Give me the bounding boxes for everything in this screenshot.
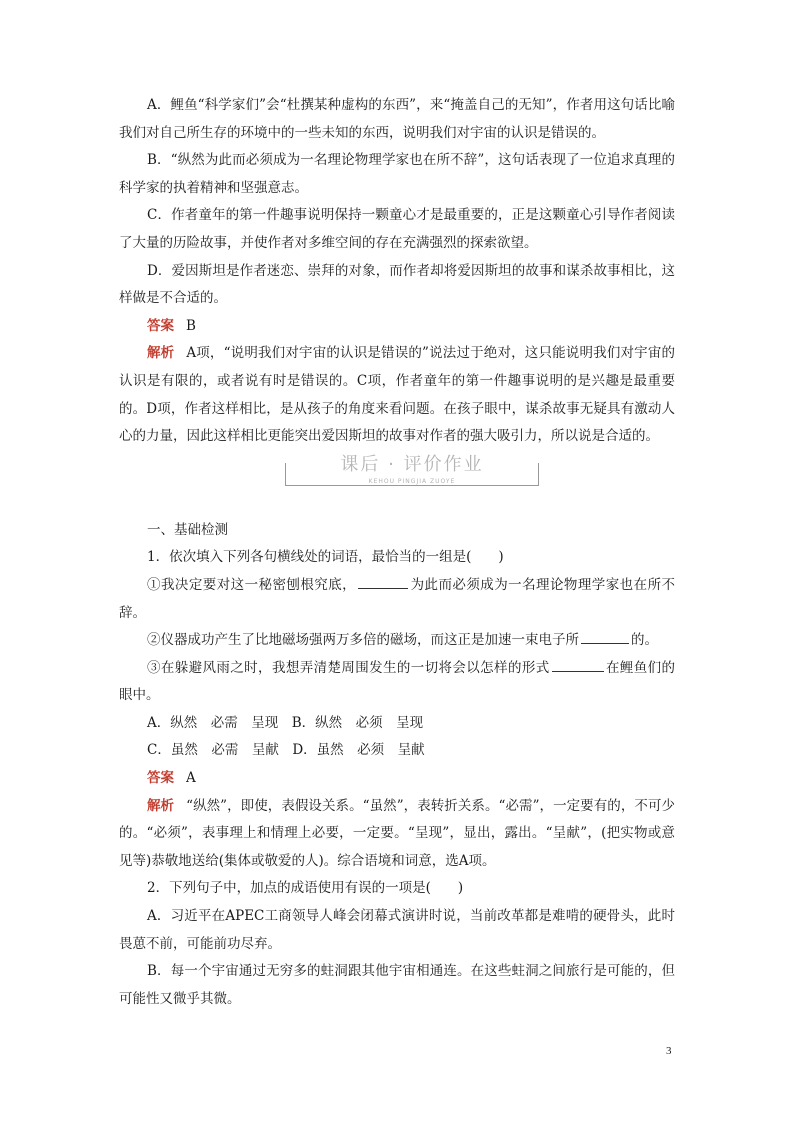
answer-label: 答案 xyxy=(147,770,174,787)
section-banner xyxy=(119,453,675,505)
banner-title: 课后 · 评价作业 xyxy=(340,453,484,475)
explanation-label: 解析 xyxy=(147,345,175,362)
question-2-stem: 2．下列句子中，加点的成语使用有误的一项是( ) xyxy=(147,880,464,897)
banner-subtitle: KEHOU PINGJIA ZUOYE xyxy=(368,477,456,485)
answer-value: A xyxy=(186,770,196,787)
answer-line-1 xyxy=(119,313,675,341)
explanation-text: A项，“说明我们对宇宙的认识是错误的”说法过于绝对，这只能说明我们对宇宙的认识是有限的，或者说有时是错误的。C项，作者童年的第一件趣事说明的是兴趣是最重要的。D项，作者这样相比，是从孩子的角度来看问题。在孩子眼中，谋杀故事无疑具有激动人心的力量，因此这样相比更能突出爱因斯坦的故事对作者的强大吸引力，所以说是合适的。 xyxy=(119,345,675,445)
page-number: 3 xyxy=(666,1045,672,1057)
document-body xyxy=(119,92,675,1013)
fill-blank-2 xyxy=(581,629,629,644)
option-d-paragraph: D．爱因斯坦是作者迷恋、崇拜的对象，而作者却将爱因斯坦的故事和谋杀故事相比，这样做是不合适的。 xyxy=(119,262,675,307)
explanation-text: “纵然”，即使，表假设关系。“虽然”，表转折关系。“必需”，一定要有的，不可少的。“必须”，表事理上和情理上必要，一定要。“呈现”，显出，露出。“呈献”，(把实物或意见等)恭敬地送给(集体或敬爱的人)。综合语境和词意，选A项。 xyxy=(119,797,675,869)
option-a-paragraph: A．鲤鱼“科学家们”会“杜撰某种虚构的东西”，来“掩盖自己的无知”，作者用这句话比喻我们对自己所生存的环境中的一些未知的东西，说明我们对宇宙的认识是错误的。 xyxy=(119,97,675,141)
option-c-paragraph: C．作者童年的第一件趣事说明保持一颗童心才是最重要的，正是这颗童心引导作者阅读了大量的历险故事，并使作者对多维空间的存在充满强烈的探索欲望。 xyxy=(119,207,675,251)
answer-value: B xyxy=(186,317,196,334)
explanation-label: 解析 xyxy=(147,797,175,814)
fill-blank-3 xyxy=(552,657,604,672)
question-2-option-a: A．习近平在APEC工商领导人峰会闭幕式演讲时说，当前改革都是难啃的硬骨头，此时畏葸不前，可能前功尽弃。 xyxy=(119,908,675,952)
answer-label: 答案 xyxy=(147,317,174,334)
answer-line-2 xyxy=(119,765,675,793)
explanation-1 xyxy=(119,340,675,450)
question-2-option-b: B．每一个宇宙通过无穷多的蛀洞跟其他宇宙相通连。在这些蛀洞之间旅行是可能的，但可能性又微乎其微。 xyxy=(119,963,675,1007)
question-1-sentence-3: ③在躲避风雨之时，我想弄清楚周围发生的一切将会以怎样的形式 在鲤鱼们的眼中。 xyxy=(119,655,675,710)
question-1-stem: 1．依次填入下列各句横线处的词语，最恰当的一组是( ) xyxy=(147,549,504,566)
option-b-paragraph: B．“纵然为此而必须成为一名理论物理学家也在所不辞”，这句话表现了一位追求真理的科学家的执着精神和坚强意志。 xyxy=(119,152,675,196)
question-1-options-ab: A．纵然 必需 呈现 B．纵然 必须 呈现 xyxy=(147,714,424,731)
explanation-2 xyxy=(119,793,675,876)
question-1-sentence-2: ②仪器成功产生了比地磁场强两万多倍的磁场，而这正是加速一束电子所 的。 xyxy=(119,627,675,655)
question-1-options-cd: C．虽然 必需 呈献 D．虽然 必须 呈献 xyxy=(147,742,425,759)
section-heading: 一、基础检测 xyxy=(147,521,228,538)
fill-blank-1 xyxy=(358,574,408,589)
question-1-sentence-1: ①我决定要对这一秘密刨根究底， 为此而必须成为一名理论物理学家也在所不辞。 xyxy=(119,572,675,627)
